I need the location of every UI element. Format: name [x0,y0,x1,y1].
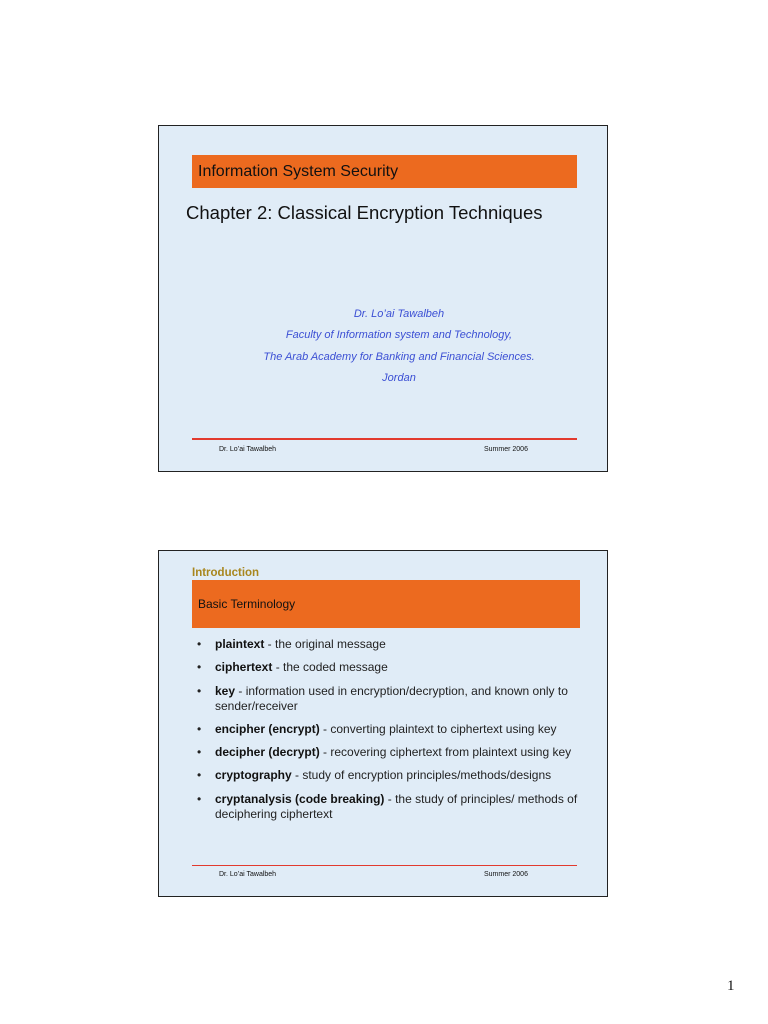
bullet-icon: • [197,791,202,806]
slide-2-banner: Basic Terminology [192,580,580,628]
definition: - information used in encryption/decryption, and known only to sender/receiver [215,683,568,713]
slide-1-title: Chapter 2: Classical Encryption Techniques [186,202,543,223]
term: encipher (encrypt) [215,721,320,736]
bullet-icon: • [197,721,202,736]
bullet-icon: • [197,637,202,651]
author-academy: The Arab Academy for Banking and Financial Sciences. [263,350,535,363]
list-item [195,722,595,737]
definition: - recovering ciphertext from plaintext using key [319,745,572,760]
term: key [215,683,236,698]
bullet-icon: • [197,768,202,783]
author-country: Jordan [382,371,416,384]
term: ciphertext [215,660,273,675]
definition: - converting plaintext to ciphertext using key [319,721,557,736]
definition: - the coded message [272,660,388,675]
term: decipher (decrypt) [215,745,320,760]
list-item [195,684,595,714]
slide-1-banner: Information System Security [192,155,577,188]
slide-2 [158,550,608,897]
terminology-list [195,637,595,830]
author-block [219,304,579,389]
footer-author: Dr. Lo’ai Tawalbeh [219,446,277,453]
definition: - study of encryption principles/methods/designs [291,768,552,783]
bullet-icon: • [197,745,202,760]
bullet-icon: • [197,660,202,675]
list-item [195,660,595,675]
slide-1 [158,125,608,472]
author-faculty: Faculty of Information system and Technology, [285,329,513,342]
footer-date: Summer 2006 [484,446,528,453]
footer-divider [192,438,577,440]
list-item [195,637,595,652]
definition: - the study of principles/ methods of deciphering ciphertext [215,791,578,821]
footer-author: Dr. Lo’ai Tawalbeh [219,871,277,878]
list-item [195,792,595,822]
definition: - the original message [264,637,386,651]
footer-date: Summer 2006 [484,871,528,878]
bullet-icon: • [197,683,202,698]
term: plaintext [215,637,265,651]
section-label: Introduction [192,567,260,579]
footer-divider [192,865,577,866]
term: cryptanalysis (code breaking) [215,791,385,806]
list-item [195,745,595,760]
page-number: 1 [727,978,735,994]
author-name: Dr. Lo’ai Tawalbeh [353,308,445,320]
term: cryptography [215,768,292,783]
list-item [195,768,595,783]
